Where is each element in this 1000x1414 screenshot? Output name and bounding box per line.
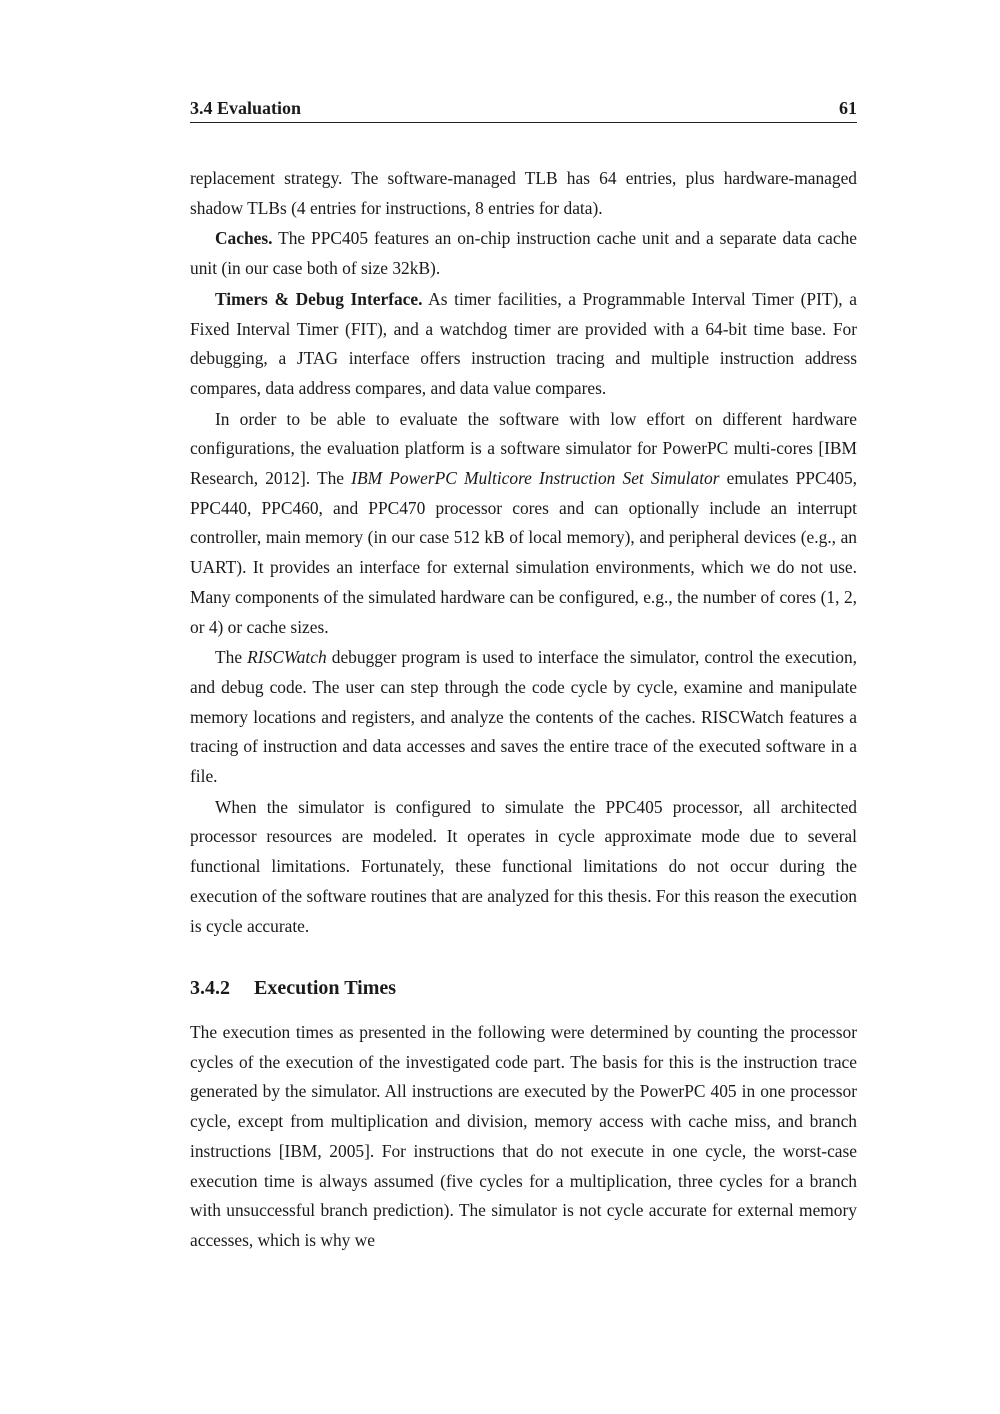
paragraph-tlb-continuation: replacement strategy. The software-managed TLB has 64 entries, plus hardware-managed shadow TLBs (4 entries for instructions, 8 entries for data). [190, 168, 857, 218]
body-text [190, 164, 857, 1256]
paragraph-simulator [190, 405, 857, 643]
section-number: 3.4.2 [190, 977, 230, 1000]
paragraph-simulator-part-a: In order to be able to evaluate the software with low effort on different hardware configurations, the evaluation platform is a software simulator for PowerPC multi-cores [IBM Research, 2012]. The [190, 408, 857, 489]
header-page-number: 61 [839, 98, 857, 118]
section-heading [190, 974, 857, 1004]
paragraph-riscwatch-part-b: debugger program is used to interface the simulator, control the execution, and debug code. The user can step through the code cycle by cycle, examine and manipulate memory locations and registers, and analyze the contents of the caches. RISCWatch features a tracing of instruction and data accesses and saves the entire trace of the executed software in a file. [190, 647, 857, 787]
page [190, 98, 857, 1257]
paragraph-timers-debug [190, 285, 857, 404]
paragraph-simulator-emphasis: IBM PowerPC Multicore Instruction Set Simulator [351, 468, 720, 489]
paragraph-execution-times: The execution times as presented in the following were determined by counting the processor cycles of the execution of the investigated code part. The basis for this is the instruction trace generated by the simulator. All instructions are executed by the PowerPC 405 in one processor cycle, except from multiplication and division, memory access with cache miss, and branch instructions [IBM, 2005]. For instructions that do not execute in one cycle, the worst-case execution time is always assumed (five cycles for a multiplication, three cycles for a branch with unsuccessful branch prediction). The simulator is not cycle accurate for external memory accesses, which is why we [190, 1021, 857, 1250]
paragraph-timers-lead: Timers & Debug Interface. [215, 288, 423, 309]
paragraph-timers-text: As timer facilities, a Programmable Interval Timer (PIT), a Fixed Interval Timer (FIT), and a watchdog timer are provided with a 64-bit time base. For debugging, a JTAG interface offers instruction tracing and multiple instruction address compares, data address compares, and data value compares. [190, 288, 857, 398]
paragraph-caches-lead: Caches. [215, 228, 273, 249]
paragraph-riscwatch-part-a: The [215, 647, 248, 668]
paragraph-riscwatch [190, 643, 857, 792]
section-title: Execution Times [254, 977, 397, 1000]
paragraph-riscwatch-emphasis: RISCWatch [247, 647, 327, 668]
paragraph-cycle-accuracy: When the simulator is configured to simulate the PPC405 processor, all architected processor resources are modeled. It operates in cycle approximate mode due to several functional limitations. Fortunately, these functional limitations do not occur during the execution of the software routines that are analyzed for this thesis. For this reason the execution is cycle accurate. [190, 796, 857, 936]
paragraph-simulator-part-b: emulates PPC405, PPC440, PPC460, and PPC470 processor cores and can optionally include an interrupt controller, main memory (in our case 512 kB of local memory), and peripheral devices (e.g., an UART). It provides an interface for external simulation environments, which we do not use. Many components of the simulated hardware can be configured, e.g., the number of cores (1, 2, or 4) or cache sizes. [190, 468, 857, 637]
paragraph-caches [190, 224, 857, 283]
running-header [190, 98, 857, 123]
header-section-title: 3.4 Evaluation [190, 98, 302, 118]
paragraph-caches-text: The PPC405 features an on-chip instruction cache unit and a separate data cache unit (in our case both of size 32kB). [190, 228, 857, 279]
